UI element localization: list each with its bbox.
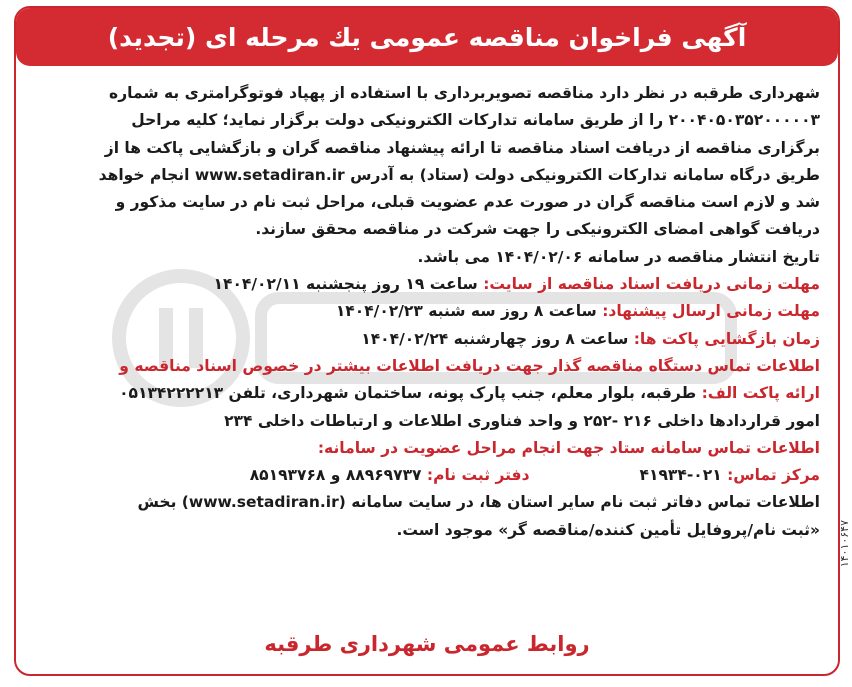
registration-office xyxy=(250,462,530,489)
publish-date: تاریخ انتشار مناقصه در سامانه ۱۴۰۴/۰۲/۰۶ می باشد. xyxy=(417,247,820,266)
notice-title: آگهی فراخوان مناقصه عمومی یك مرحله ای (تجدید) xyxy=(107,22,747,52)
opening-label: زمان بازگشایی پاکت ها: xyxy=(633,329,820,348)
paragraph-line: برگزاری مناقصه از دریافت اسناد مناقصه تا ارائه پیشنهاد مناقصه گران و بازگشایی پاکت ها از xyxy=(104,138,820,157)
contact-extensions: امور قراردادها داخلی ۲۱۶ -۲۵۲ و واحد فناوری اطلاعات و ارتباطات داخلی ۲۳۴ xyxy=(224,411,820,430)
deadline-bids-label: مهلت زمانی ارسال پیشنهاد: xyxy=(602,302,820,321)
setad-contacts xyxy=(34,462,820,489)
deadline-bids-value: ساعت ۸ روز سه شنبه ۱۴۰۴/۰۲/۲۳ xyxy=(335,302,597,321)
call-center xyxy=(640,462,820,489)
office-label: دفتر ثبت نام: xyxy=(426,466,530,485)
side-code: ۱۴۰۱۰۶۴۷ xyxy=(838,520,851,568)
paragraph-line: ۲۰۰۴۰۵۰۳۵۲۰۰۰۰۰۳ را از طریق سامانه تدارکات الکترونیکی دولت برگزار نماید؛ کلیه مراحل xyxy=(131,111,820,130)
contact-address-label: ارائه پاکت الف: xyxy=(701,384,820,403)
contact-heading: اطلاعات تماس دستگاه مناقصه گذار جهت دریافت اطلاعات بیشتر در خصوص اسناد مناقصه و xyxy=(119,356,820,375)
provinces-line: اطلاعات تماس دفاتر ثبت نام سایر استان ها، در سایت سامانه (www.setadiran.ir) بخش xyxy=(137,493,820,512)
paragraph-line: شهرداری طرقبه در نظر دارد مناقصه تصویربرداری با استفاده از پهپاد فوتوگرامتری به شماره xyxy=(109,84,820,102)
setad-heading: اطلاعات تماس سامانه ستاد جهت انجام مراحل عضویت در سامانه: xyxy=(317,438,820,457)
opening-time xyxy=(34,326,820,353)
call-center-value: ۰۲۱-۴۱۹۳۴ xyxy=(639,466,722,485)
provinces-line: «ثبت نام/پروفایل تأمین کننده/مناقصه گر» موجود است. xyxy=(396,520,820,539)
call-center-label: مرکز تماس: xyxy=(727,466,820,485)
deadline-bids xyxy=(34,298,820,325)
deadline-docs-value: ساعت ۱۹ روز پنجشنبه ۱۴۰۴/۰۲/۱۱ xyxy=(213,275,478,294)
paragraph-line: طریق درگاه سامانه تدارکات الکترونیکی دولت (ستاد) به آدرس www.setadiran.ir انجام خواهد xyxy=(98,165,820,184)
notice-frame xyxy=(14,6,840,676)
contact-address-value: طرقبه، بلوار معلم، جنب پارک پونه، ساختمان شهرداری، تلفن ۰۵۱۳۴۲۲۲۲۱۳ xyxy=(119,384,697,403)
paragraph-line: شد و لازم است مناقصه گران در صورت عدم عضویت قبلی، مراحل ثبت نام در سایت مذکور و xyxy=(115,193,820,212)
deadline-docs xyxy=(34,271,820,298)
footer-signature: روابط عمومی شهرداری طرقبه xyxy=(264,632,590,656)
contact-address xyxy=(34,380,820,407)
notice-header xyxy=(16,8,838,66)
office-value: ۸۸۹۶۹۷۳۷ و ۸۵۱۹۳۷۶۸ xyxy=(249,466,422,485)
deadline-docs-label: مهلت زمانی دریافت اسناد مناقصه از سایت: xyxy=(483,275,820,294)
opening-value: ساعت ۸ روز چهارشنبه ۱۴۰۴/۰۲/۲۴ xyxy=(361,329,629,348)
notice-body xyxy=(34,80,820,544)
paragraph-line: دریافت گواهی امضای الکترونیکی را جهت شرکت در مناقصه محقق سازند. xyxy=(255,220,820,239)
